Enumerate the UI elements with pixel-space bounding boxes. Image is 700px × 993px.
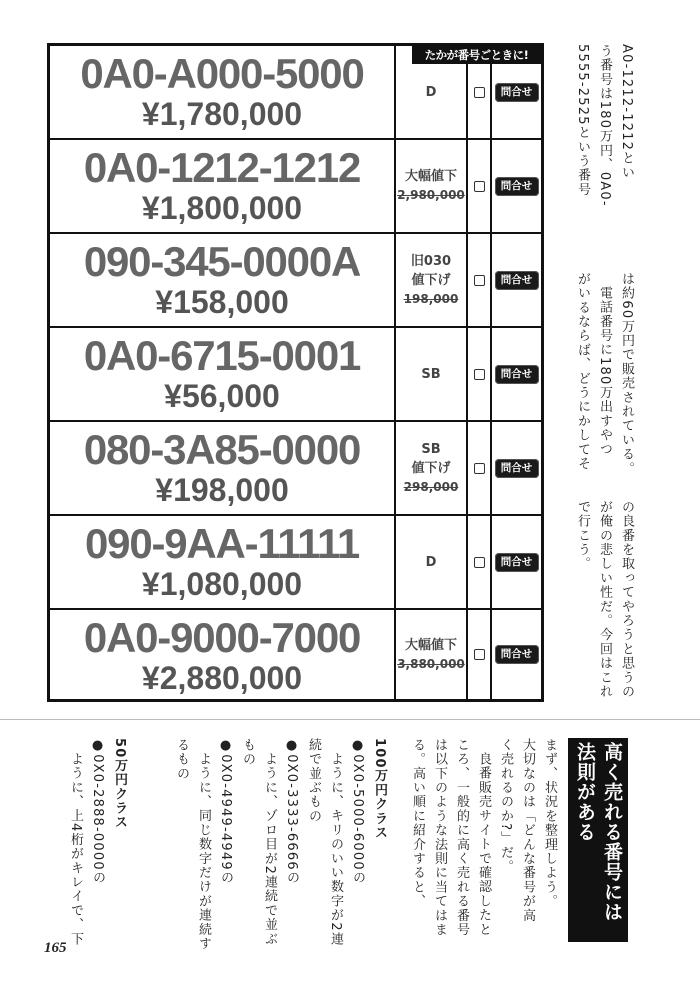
table-tag: たかが番号ごときに! bbox=[412, 46, 541, 64]
body-text-line: まず、状況を整理しよう。 bbox=[542, 738, 557, 909]
status-label: 値下げ bbox=[411, 460, 451, 476]
check-cell bbox=[468, 140, 492, 232]
price: ¥1,800,000 bbox=[141, 190, 303, 226]
number-cell bbox=[50, 516, 396, 608]
price: ¥1,080,000 bbox=[141, 566, 303, 602]
body-text-line: がいるならば、どうにかしてそ bbox=[575, 272, 590, 471]
button-cell bbox=[492, 234, 541, 326]
check-cell bbox=[468, 610, 492, 699]
price: ¥2,880,000 bbox=[141, 660, 303, 696]
body-text-line: 良番販売サイトで確認したと bbox=[476, 752, 491, 937]
select-checkbox[interactable] bbox=[474, 369, 485, 380]
inquiry-button[interactable]: 問合せ bbox=[495, 177, 539, 196]
status-label: SB bbox=[421, 366, 441, 382]
body-text-line: 5555-2525という番号 bbox=[575, 44, 590, 197]
select-checkbox[interactable] bbox=[474, 557, 485, 568]
status-cell bbox=[396, 422, 468, 514]
body-text-line: は約60万円で販売されている。 bbox=[619, 272, 634, 476]
old-price: 298,000 bbox=[403, 479, 459, 494]
body-text-line: るもの bbox=[174, 738, 189, 781]
body-text-line: く売れるのか?」だ。 bbox=[498, 738, 513, 874]
body-text-line: 続で並ぶもの bbox=[306, 738, 321, 824]
body-text-line: ●0X0-2888-0000の bbox=[90, 738, 105, 885]
phone-number: 0A0-A000-5000 bbox=[80, 50, 364, 97]
inquiry-button[interactable]: 問合せ bbox=[495, 271, 539, 290]
body-text-line: A0-1212-1212とい bbox=[619, 44, 634, 180]
inquiry-button[interactable]: 問合せ bbox=[495, 365, 539, 384]
table-row bbox=[50, 422, 541, 516]
inquiry-button[interactable]: 問合せ bbox=[495, 459, 539, 478]
status-cell bbox=[396, 328, 468, 420]
status-label: D bbox=[425, 554, 437, 570]
body-text-line: ●0X0-3333-6666の bbox=[284, 738, 299, 885]
inquiry-button[interactable]: 問合せ bbox=[495, 83, 539, 102]
phone-number: 080-3A85-0000 bbox=[83, 426, 361, 473]
body-text-line: ように、キリのいい数字が2連 bbox=[328, 752, 343, 947]
body-text-line: ように、同じ数字だけが連続す bbox=[196, 752, 211, 951]
table-row bbox=[50, 516, 541, 610]
heading-line: 高く売れる番号には bbox=[601, 742, 623, 922]
button-cell bbox=[492, 422, 541, 514]
check-cell bbox=[468, 516, 492, 608]
status-cell bbox=[396, 234, 468, 326]
phone-number: 0A0-6715-0001 bbox=[83, 332, 361, 379]
status-label: D bbox=[425, 84, 437, 100]
number-cell bbox=[50, 140, 396, 232]
body-text-line: で行こう。 bbox=[575, 500, 590, 571]
status-cell bbox=[396, 516, 468, 608]
table-row bbox=[50, 140, 541, 234]
old-price: 2,980,000 bbox=[397, 188, 465, 202]
price: ¥198,000 bbox=[155, 472, 289, 508]
body-text-line: は以下のような法則に当てはま bbox=[432, 738, 447, 937]
button-cell bbox=[492, 328, 541, 420]
button-cell bbox=[492, 140, 541, 232]
status-label: 大幅値下 bbox=[404, 637, 457, 653]
status-label: 値下げ bbox=[411, 272, 451, 288]
number-cell bbox=[50, 610, 396, 699]
phone-number: 0A0-1212-1212 bbox=[83, 144, 361, 191]
check-cell bbox=[468, 328, 492, 420]
phone-number: 0A0-9000-7000 bbox=[83, 614, 361, 661]
section-heading bbox=[568, 738, 628, 942]
inquiry-button[interactable]: 問合せ bbox=[495, 553, 539, 572]
body-text-line: の良番を取ってやろうと思うの bbox=[619, 500, 634, 699]
old-price: 198,000 bbox=[403, 291, 459, 306]
select-checkbox[interactable] bbox=[474, 275, 485, 286]
table-row bbox=[50, 328, 541, 422]
select-checkbox[interactable] bbox=[474, 649, 485, 660]
price: ¥1,780,000 bbox=[141, 96, 303, 132]
select-checkbox[interactable] bbox=[474, 463, 485, 474]
status-label: 旧030 bbox=[410, 253, 452, 269]
phone-number: 090-345-0000A bbox=[83, 238, 361, 285]
body-text-line: う番号は180万円、0A0- bbox=[597, 44, 612, 207]
number-price-table bbox=[47, 43, 544, 702]
check-cell bbox=[468, 422, 492, 514]
body-text-line: ように、上4桁がキレイで、下 bbox=[68, 752, 83, 947]
button-cell bbox=[492, 516, 541, 608]
class-heading: 100万円クラス bbox=[372, 738, 387, 840]
number-cell bbox=[50, 422, 396, 514]
body-text-line: ●0X0-4949-4949の bbox=[218, 738, 233, 885]
table-row bbox=[50, 610, 541, 699]
body-text-line: ように、ゾロ目が2連続で並ぶ bbox=[262, 752, 277, 947]
number-cell bbox=[50, 46, 396, 138]
body-text-line: 大切なのは「どんな番号が高 bbox=[520, 738, 535, 923]
inquiry-button[interactable]: 問合せ bbox=[495, 645, 539, 664]
old-price: 3,880,000 bbox=[397, 656, 465, 671]
section-divider bbox=[0, 719, 700, 720]
body-text-line: ころ、一般的に高く売れる番号 bbox=[454, 738, 469, 937]
number-cell bbox=[50, 234, 396, 326]
button-cell bbox=[492, 610, 541, 699]
body-text-line: ●0X0-5000-6000の bbox=[350, 738, 365, 885]
select-checkbox[interactable] bbox=[474, 87, 485, 98]
phone-number: 090-9AA-11111 bbox=[85, 520, 359, 567]
heading-line: 法則がある bbox=[574, 742, 596, 842]
body-text-line: 電話番号に180万出すやつ bbox=[597, 286, 612, 457]
class-heading: 50万円クラス bbox=[112, 738, 127, 830]
number-cell bbox=[50, 328, 396, 420]
price: ¥158,000 bbox=[155, 284, 289, 320]
status-cell bbox=[396, 610, 468, 699]
check-cell bbox=[468, 234, 492, 326]
page-number: 165 bbox=[44, 940, 67, 956]
price: ¥56,000 bbox=[164, 378, 280, 414]
body-text-line: る。高い順に紹介すると、 bbox=[410, 738, 425, 909]
status-cell bbox=[396, 140, 468, 232]
select-checkbox[interactable] bbox=[474, 181, 485, 192]
status-label: SB bbox=[421, 441, 441, 457]
status-label: 大幅値下 bbox=[404, 169, 457, 184]
body-text-line: が俺の悲しい性だ。今回はこれ bbox=[597, 500, 612, 699]
table-row bbox=[50, 234, 541, 328]
body-text-line: もの bbox=[240, 738, 255, 767]
